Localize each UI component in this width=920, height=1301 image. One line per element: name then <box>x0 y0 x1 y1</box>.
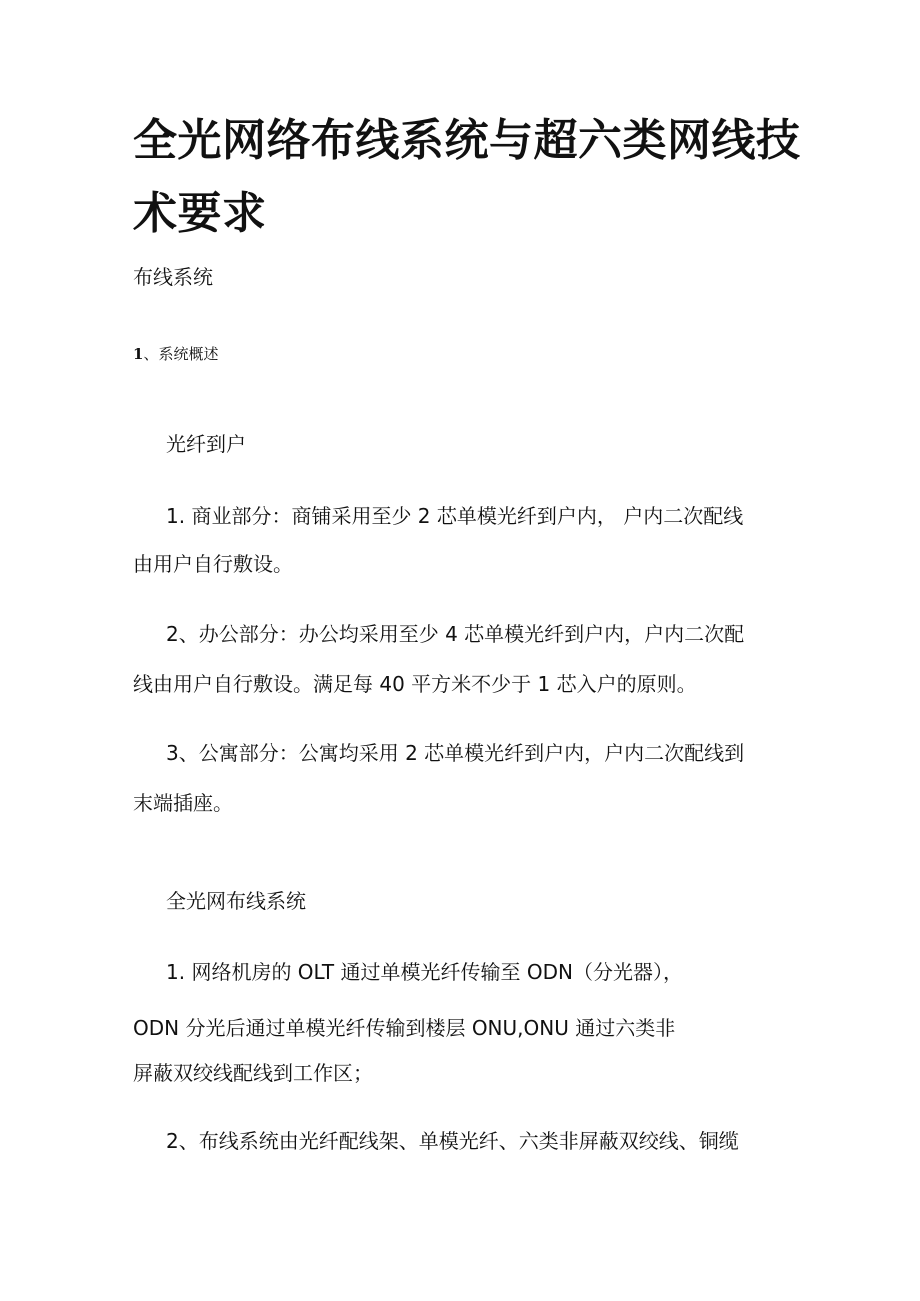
olt-paragraph-line-1: 1. 网络机房的 OLT 通过单模光纤传输至 ODN（分光器）， <box>166 960 683 984</box>
document-subtitle: 布线系统 <box>133 265 213 289</box>
cabling-paragraph-line-1: 2、布线系统由光纤配线架、单模光纤、六类非屏蔽双绞线、铜缆 <box>166 1129 739 1153</box>
document-title-line-1: 全光网络布线系统与超六类网线技 <box>133 115 801 166</box>
olt-paragraph-line-3: 屏蔽双绞线配线到工作区； <box>133 1061 373 1085</box>
section-heading-overview <box>133 342 218 366</box>
section-title: 、系统概述 <box>143 345 219 363</box>
commercial-paragraph-line-1: 1. 商业部分：商铺采用至少 2 芯单模光纤到户内， 户内二次配线 <box>166 504 744 528</box>
office-paragraph-line-2: 线由用户自行敷设。满足每 40 平方米不少于 1 芯入户的原则。 <box>133 672 697 696</box>
fiber-to-home-heading: 光纤到户 <box>166 432 246 456</box>
section-number: 1 <box>133 345 144 363</box>
all-optical-heading: 全光网布线系统 <box>166 889 306 913</box>
apartment-paragraph-line-2: 末端插座。 <box>133 791 233 815</box>
document-title-line-2: 术要求 <box>133 188 267 239</box>
office-paragraph-line-1: 2、办公部分：办公均采用至少 4 芯单模光纤到户内，户内二次配 <box>166 622 745 646</box>
olt-paragraph-line-2: ODN 分光后通过单模光纤传输到楼层 ONU,ONU 通过六类非 <box>133 1016 676 1040</box>
apartment-paragraph-line-1: 3、公寓部分：公寓均采用 2 芯单模光纤到户内，户内二次配线到 <box>166 741 745 765</box>
commercial-paragraph-line-2: 由用户自行敷设。 <box>133 552 293 576</box>
